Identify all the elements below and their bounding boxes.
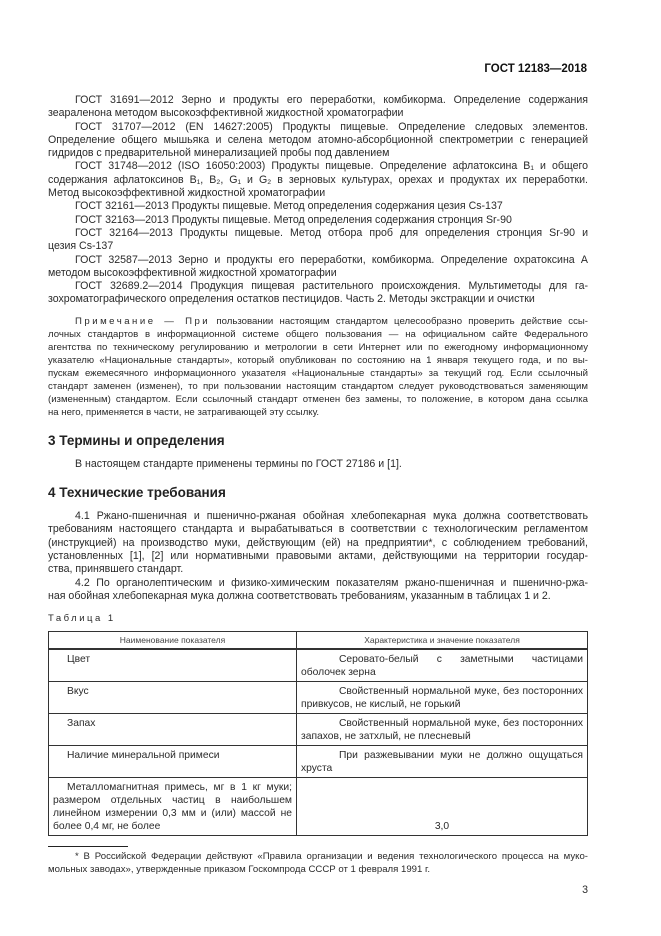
reference-line: ГОСТ 32587—2013 Зерно и продукты его переработки, комбикорма. Определение охратоксина А	[75, 253, 588, 266]
indicator-value: Серовато-белый с заметными частицами оболочек зерна	[297, 649, 588, 682]
table-row	[49, 778, 588, 836]
reference-line: гидридов с предварительной минерализацией пробы под давлением	[48, 147, 390, 160]
note-text: пользовании настоящим стандартом целесообразно проверить действие ссы-	[216, 315, 588, 327]
note-line: агентства по техническому регулированию и метрологии в сети Интернет или по ежегодному информационному	[48, 341, 588, 353]
section-3-heading: 3 Термины и определения	[48, 432, 225, 448]
note-line	[48, 315, 588, 328]
table-row	[49, 682, 588, 714]
reference-item	[48, 121, 588, 161]
text-line: требованиям настоящего стандарта и вырабатываться в соответствии с технологическим регламентом	[48, 523, 588, 536]
section-4-heading: 4 Технические требования	[48, 485, 226, 501]
reference-item	[48, 160, 588, 200]
table-1	[48, 631, 588, 836]
reference-item	[48, 94, 588, 121]
references-list	[48, 94, 588, 307]
table-row	[49, 714, 588, 746]
text-line: ная обойная хлебопекарная мука должна соответствовать требованиям, указанным в таблицах 1 и 2.	[48, 589, 551, 602]
document-code: ГОСТ 12183—2018	[484, 63, 587, 75]
reference-line: ГОСТ 31748—2012 (ISO 16050:2003) Продукты пищевые. Определение афлатоксина B₁ и общего	[75, 160, 588, 173]
section-4-text	[48, 510, 588, 603]
reference-line: ГОСТ 32164—2013 Продукты пищевые. Метод отбора проб для определения стронция Sr-90 и	[75, 226, 588, 239]
reference-line: ГОСТ 32689.2—2014 Продукция пищевая растительного происхождения. Мультиметоды для га-	[75, 280, 588, 293]
table-row	[49, 649, 588, 682]
indicator-value: Свойственный нормальной муке, без посторонних привкусов, не кислый, не горький	[297, 682, 588, 714]
table-header: Характеристика и значение показателя	[297, 632, 588, 650]
note-line: (измененным) стандартом. Если ссылочный стандарт отменен без замены, то положение, в котором дана ссылка	[48, 393, 588, 405]
reference-item	[48, 280, 588, 307]
indicator-value: При разжевывании муки не должно ощущаться хруста	[297, 746, 588, 778]
note-line: на него, применяется в части, не затрагивающей эту ссылку.	[48, 406, 320, 418]
indicator-name: Наличие минеральной примеси	[49, 746, 297, 778]
note-line: стандарт заменен (изменен), то при пользовании настоящим стандартом следует руководствоваться заменяющим	[48, 380, 588, 392]
reference-line: Определение общего мышьяка и селена методом атомно-абсорбционной спектрометрии с генерацией	[48, 133, 588, 146]
note-line: пускам ежемесячного информационного указателя «Национальные стандарты» за текущий год. Если ссылочный	[48, 367, 588, 379]
table-caption: Таблица 1	[48, 613, 116, 625]
reference-line: ГОСТ 31691—2012 Зерно и продукты его переработки, комбикорма. Определение содержания	[75, 94, 588, 106]
reference-item	[48, 214, 588, 227]
indicator-name: Металломагнитная примесь, мг в 1 кг муки; размером отдельных частиц в наибольшем линейном измерении 0,3 мм и (или) массой не более 0,4 мг, не более	[49, 778, 297, 836]
text-line: 4.2 По органолептическим и физико-химическим показателям ржано-пшеничная и пшенично-ржа-	[75, 576, 588, 589]
table-header: Наименование показателя	[49, 632, 297, 650]
note-line: лочных стандартов в информационной системе общего пользования — на официальном сайте Федерального	[48, 328, 588, 340]
page-number: 3	[582, 884, 588, 897]
indicator-value: 3,0	[297, 778, 588, 836]
reference-line: цезия Cs-137	[48, 240, 114, 253]
footnote-divider	[48, 846, 128, 847]
footnote-line: мольных заводах», утвержденные приказом Госкомпрода СССР от 1 февраля 1991 г.	[48, 864, 430, 876]
note-line: указателю «Национальные стандарты», который опубликован по состоянию на 1 января текущего года, и по вы-	[48, 354, 588, 366]
section-3-text	[48, 458, 588, 471]
paragraph-p1	[48, 510, 588, 576]
indicator-name: Цвет	[49, 649, 297, 682]
indicator-name: Запах	[49, 714, 297, 746]
footnote	[48, 850, 588, 876]
table-row	[49, 746, 588, 778]
note-label: Примечание — При	[75, 315, 211, 327]
reference-item	[48, 254, 588, 281]
reference-line: ГОСТ 32163—2013 Продукты пищевые. Метод определения содержания стронция Sr-90	[75, 213, 512, 226]
reference-line: зохроматографического определения остатков пестицидов. Часть 2. Методы экстракции и очистки	[48, 293, 535, 306]
indicator-name: Вкус	[49, 682, 297, 714]
reference-line: ГОСТ 31707—2012 (EN 14627:2005) Продукты пищевые. Определение следовых элементов.	[75, 120, 588, 133]
paragraph-p2	[48, 577, 588, 604]
text-line: установленных [1], [2] или нормативными правовыми актами, действующими на территории государ-	[48, 549, 588, 562]
text-line: 4.1 Ржано-пшеничная и пшенично-ржаная обойная хлебопекарная мука должна соответствовать	[75, 510, 588, 523]
reference-line: методом высокоэффективной жидкостной хроматографии	[48, 266, 337, 279]
reference-item	[48, 227, 588, 254]
note	[48, 315, 588, 419]
footnote-line: * В Российской Федерации действуют «Правила организации и ведения технологического процесса на муко-	[75, 851, 588, 863]
text-line: ства, принявшего стандарт.	[48, 563, 184, 576]
reference-item	[48, 200, 588, 213]
reference-line: ГОСТ 32161—2013 Продукты пищевые. Метод определения содержания цезия Cs-137	[75, 200, 503, 213]
page-body	[48, 0, 588, 927]
reference-line: Метод высокоэффективной жидкостной хроматографии	[48, 187, 326, 200]
text-line: В настоящем стандарте применены термины по ГОСТ 27186 и [1].	[75, 457, 402, 470]
indicator-value: Свойственный нормальной муке, без посторонних запахов, не затхлый, не плесневый	[297, 714, 588, 746]
reference-line: зеараленона методом высокоэффективной жидкостной хроматографии	[48, 107, 404, 120]
reference-line: содержания афлатоксинов B₁, B₂, G₁ и G₂ в зерновых культурах, орехах и продуктах их переработки.	[48, 173, 588, 186]
text-line: (инструкцией) на производство муки, действующим (ей) на предприятии*, с соблюдением требований,	[48, 536, 588, 549]
